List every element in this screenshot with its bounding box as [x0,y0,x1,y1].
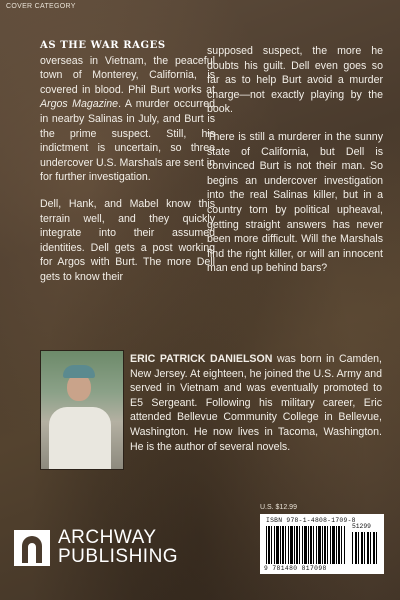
author-photo [40,350,124,470]
blurb-paragraph-1 [40,38,215,185]
blurb-paragraph-2: Dell, Hank, and Mabel know this terrain well, and they quickly integrate into their assumed identities. Dell gets a post working for Argos with Burt. The more Dell gets to know their [40,197,215,283]
publisher-line-2: PUBLISHING [58,546,179,567]
publisher-logo-text [58,528,178,566]
blurb-lead: AS THE WAR RAGES [40,40,166,51]
blurb-p1-end: . A murder occurred in nearby Salinas in July, and Burt is the prime suspect. Still, his indictment is uncertain, so three undercover U.S. Marshals are sent in for further investigation. [40,98,215,184]
isbn-barcode [260,514,384,574]
price-addon-bars [352,532,378,564]
price-addon-number: 51299 [352,523,371,530]
author-name: ERIC PATRICK DANIELSON [130,353,273,365]
blurb-paragraph-3: supposed suspect, the more he doubts his guilt. Dell even goes so far as to help Burt avoid a murder charge—not exactly playing by the book. [207,45,383,116]
magazine-name: Argos Magazine [40,98,119,111]
archway-logo-icon [14,530,50,566]
blurb-column-right [207,44,383,289]
author-bio [130,352,382,454]
blurb-paragraph-4: There is still a murderer in the sunny state of California, but Dell is convinced Burt is not their man. So begins an undercover investigation into the real Salinas killer, but in a country torn by political upheaval, getting straight answers has never been more difficult. Will the Marshals find the right killer, or will an innocent man end up behind bars? [207,130,383,275]
barcode-number: 9 781480 817098 [264,565,327,572]
price-label: U.S. $12.99 [260,504,297,511]
blurb-column-left [40,38,215,297]
cover-category-label: COVER CATEGORY [6,3,76,10]
blurb-p1-text: overseas in Vietnam, the peaceful town of Monterey, California, is covered in blood. Phil Burt works at [40,54,215,96]
author-bio-text: was born in Camden, New Jersey. At eighteen, he joined the U.S. Army and served in Vietnam and was eventually promoted to E5 Sergeant. Following his military career, Eric attended Bellevue Community College in Bellevue, Washington. He now lives in Tacoma, Washington. He is the author of several novels. [130,353,382,453]
publisher-line-1: ARCHWAY [58,527,157,548]
barcode-bars [266,526,346,564]
isbn-label: ISBN 978-1-4808-1709-8 [266,517,356,524]
